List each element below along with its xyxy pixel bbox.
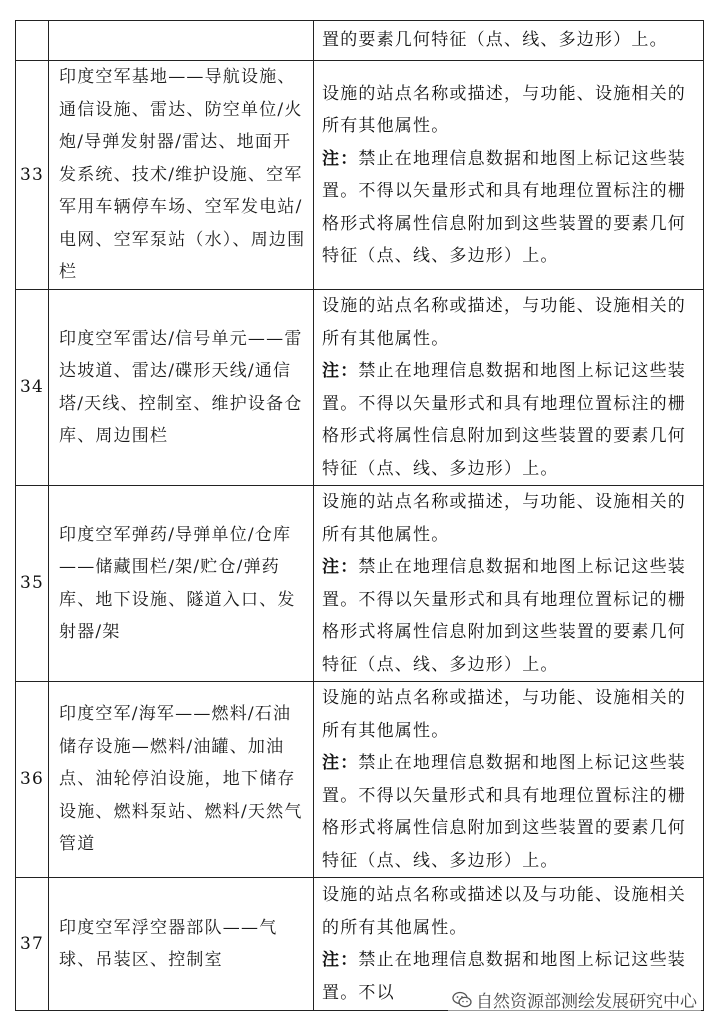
note-label: 注： [322,361,359,381]
row-number [16,21,49,61]
watermark-text: 自然资源部测绘发展研究中心 [476,992,697,1012]
watermark [448,987,701,1012]
table-row [16,21,704,61]
facility-name: 印度空军浮空器部队——气球、吊装区、控制室 [49,878,314,1011]
facility-name: 印度空军雷达/信号单元——雷达坡道、雷达/碟形天线/通信塔/天线、控制室、维护设备仓库、周边围栏 [49,290,314,486]
facility-name: 印度空军基地——导航设施、通信设施、雷达、防空单位/火炮/导弹发射器/雷达、地面开发系统、技术/维护设施、空军军用车辆停车场、空军发电站/电网、空军泵站（水）、周边围栏 [49,61,314,290]
facility-name: 印度空军弹药/导弹单位/仓库——储藏围栏/架/贮仓/弹药库、地下设施、隧道入口、发射器/架 [49,486,314,682]
row-number: 34 [16,290,49,486]
facility-description [314,290,704,486]
table-row [16,486,704,682]
note-paragraph [322,355,697,485]
description-text: 设施的站点名称或描述，与功能、设施相关的所有其他属性。 [322,688,686,741]
table-row [16,290,704,486]
note-paragraph [322,551,697,681]
note-label: 注： [322,753,359,773]
description-text: 置的要素几何特征（点、线、多边形）上。 [322,30,668,51]
note-paragraph [322,747,697,877]
description-text: 设施的站点名称或描述，与功能、设施相关的所有其他属性。 [322,83,686,136]
row-number: 36 [16,682,49,878]
description-text: 设施的站点名称或描述以及与功能、设施相关的所有其他属性。 [322,885,686,938]
facility-name: 印度空军/海军——燃料/石油储存设施—燃料/油罐、加油点、油轮停泊设施，地下储存设施、燃料泵站、燃料/天然气管道 [49,682,314,878]
row-number: 37 [16,878,49,1011]
facility-description [314,61,704,290]
description-text: 设施的站点名称或描述，与功能、设施相关的所有其他属性。 [322,296,686,349]
table-row [16,61,704,290]
row-number: 33 [16,61,49,290]
note-label: 注： [322,148,359,169]
facility-description [314,682,704,878]
note-text: 禁止在地理信息数据和地图上标记这些装置。不得以矢量形式和具有地理位置标记的栅格形式将属性信息附加到这些装置的要素几何特征（点、线、多边形）上。 [322,557,687,675]
facility-description [314,486,704,682]
row-number: 35 [16,486,49,682]
description-text: 设施的站点名称或描述，与功能、设施相关的所有其他属性。 [322,492,686,545]
wechat-icon [452,991,472,1009]
note-paragraph [322,143,697,273]
table-row [16,682,704,878]
note-text: 禁止在地理信息数据和地图上标记这些装置。不得以矢量形式和具有地理位置标注的栅格形式将属性信息附加到这些装置的要素几何特征（点、线、多边形）上。 [322,148,687,266]
facility-name [49,21,314,61]
note-label: 注： [322,950,359,970]
note-text: 禁止在地理信息数据和地图上标记这些装置。不以 [322,950,687,1003]
note-text: 禁止在地理信息数据和地图上标记这些装置。不得以矢量形式和具有地理位置标注的栅格形式将属性信息附加到这些装置的要素几何特征（点、线、多边形）上。 [322,753,687,871]
regulation-table [15,20,704,1011]
note-text: 禁止在地理信息数据和地图上标记这些装置。不得以矢量形式和具有地理位置标注的栅格形式将属性信息附加到这些装置的要素几何特征（点、线、多边形）上。 [322,361,687,479]
facility-description [314,21,704,61]
note-label: 注： [322,557,359,577]
